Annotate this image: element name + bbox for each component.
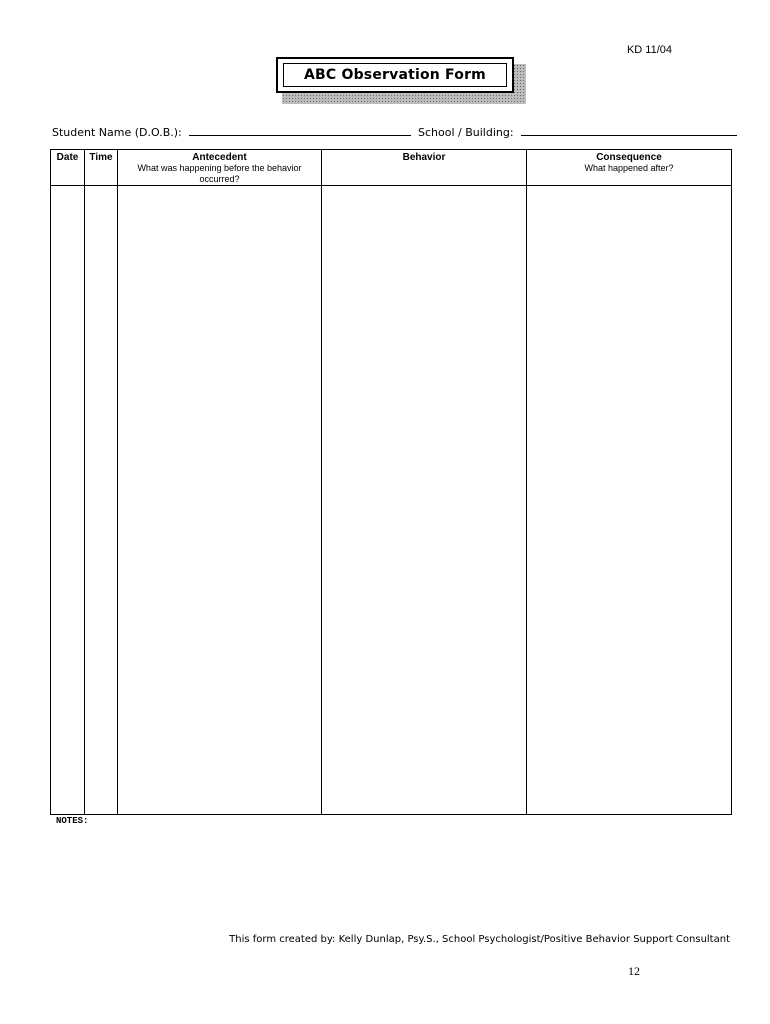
column-consequence: [527, 150, 732, 186]
school-building-label: School / Building:: [418, 126, 514, 139]
school-building-field: [418, 124, 737, 139]
student-name-line[interactable]: [189, 124, 411, 136]
column-time-label: Time: [89, 152, 113, 163]
column-antecedent-label: Antecedent: [192, 152, 247, 163]
notes-label: NOTES:: [56, 816, 89, 826]
column-consequence-label: Consequence: [596, 152, 662, 163]
antecedent-cell[interactable]: [118, 186, 322, 815]
column-consequence-subtitle: What happened after?: [584, 163, 674, 173]
column-antecedent: [118, 150, 322, 186]
column-behavior-label: Behavior: [402, 152, 446, 163]
column-antecedent-subtitle: What was happening before the behavior occurred?: [137, 163, 302, 184]
time-cell[interactable]: [85, 186, 118, 815]
date-cell[interactable]: [51, 186, 85, 815]
column-date-label: Date: [56, 152, 79, 163]
observation-table: [50, 149, 732, 815]
student-name-label: Student Name (D.O.B.):: [52, 126, 182, 139]
column-behavior: [322, 150, 527, 186]
column-time: [85, 150, 118, 186]
column-date: [51, 150, 85, 186]
page-title: ABC Observation Form: [283, 63, 507, 87]
school-building-line[interactable]: [521, 124, 737, 136]
form-code: KD 11/04: [626, 44, 672, 56]
table-row: [51, 186, 732, 815]
behavior-cell[interactable]: [322, 186, 527, 815]
title-box: [276, 57, 514, 93]
footer-credit: This form created by: Kelly Dunlap, Psy.S., School Psychologist/Positive Behavior Support Consultant: [229, 934, 730, 945]
page-number: 12: [628, 964, 640, 978]
table-header-row: [51, 150, 732, 186]
student-name-field: [52, 124, 411, 139]
consequence-cell[interactable]: [527, 186, 732, 815]
